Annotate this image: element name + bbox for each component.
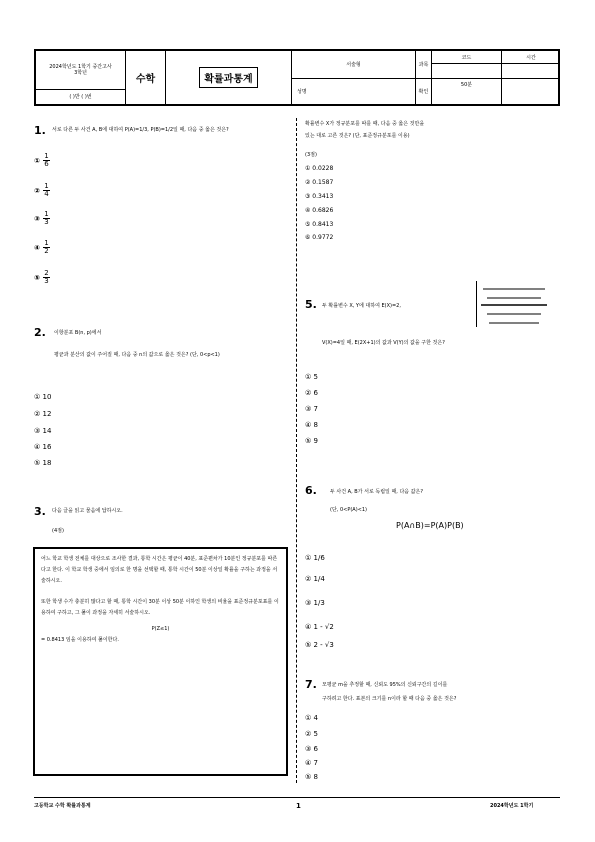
question-4-text-2: 있는 대로 고른 것은? (단, 표준정규분포를 이용)	[305, 133, 410, 139]
subject-label-cell	[126, 51, 166, 104]
question-6-text-1: 두 사건 A, B가 서로 독립일 때, 다음 값은?	[330, 489, 424, 495]
question-3-number: 3.	[34, 505, 46, 518]
col-a-cell	[416, 51, 432, 78]
question-7-text-2: 구하려고 한다. 표본의 크기를 n이라 할 때 다음 중 옳은 것은?	[322, 696, 457, 702]
col-b-cell	[432, 51, 502, 63]
question-4-text-3: (3점)	[305, 152, 317, 158]
question-5-text-2: V(X)=4일 때, E(2X+1)의 값과 V(Y)의 값을 구한 것은?	[322, 340, 445, 346]
q2-option-3[interactable]: ③ 14	[34, 427, 52, 435]
question-7-number: 7.	[305, 678, 317, 691]
school-line-3: ( )반 ( )번	[69, 94, 92, 100]
q2-option-2[interactable]: ② 12	[34, 410, 52, 418]
subject-title: 확률과통계	[199, 67, 257, 88]
question-1-number: 1.	[34, 124, 46, 137]
question-3-passage-box	[33, 547, 288, 776]
q7-option-4[interactable]: ④ 7	[305, 759, 318, 767]
col-c-cell	[502, 51, 560, 63]
school-line-1: 2024학년도 1학기 중간고사	[49, 64, 112, 70]
q5-option-3[interactable]: ③ 7	[305, 405, 318, 413]
q1-option-4[interactable]: ④ $\frac{1}{2}$	[34, 239, 49, 255]
q5-option-1[interactable]: ① 5	[305, 373, 318, 381]
q7-option-1[interactable]: ① 4	[305, 714, 318, 722]
q1-option-1[interactable]: ① $\frac{1}{6}$	[34, 152, 49, 168]
score-box	[502, 64, 560, 104]
q6-option-2[interactable]: ② 1/4	[305, 575, 325, 583]
question-6-formula: P(A∩B)=P(A)P(B)	[396, 521, 464, 530]
passage-last: = 0.8413 임을 이용하여 풀이한다.	[41, 637, 119, 643]
question-4-text-1: 확률변수 X가 정규분포를 따를 때, 다음 중 옳은 것만을	[305, 121, 425, 127]
subject-title-cell	[166, 51, 292, 104]
column-divider	[296, 118, 297, 783]
question-3-text-2: (4점)	[52, 528, 64, 534]
footer-rule	[34, 797, 560, 798]
q7-option-5[interactable]: ⑤ 8	[305, 773, 318, 781]
question-5-number: 5.	[305, 298, 317, 311]
code-value: 50분	[460, 81, 473, 88]
q1-option-5[interactable]: ⑤ $\frac{2}{3}$	[34, 269, 49, 285]
footer-right: 2024학년도 1학기	[490, 803, 534, 809]
exam-type-cell	[292, 51, 416, 78]
footer-left: 고등학교 수학 확률과통계	[34, 803, 91, 809]
q5-option-5[interactable]: ⑤ 9	[305, 437, 318, 445]
question-2-text-1: 이항분포 B(n, p)에서	[54, 330, 102, 336]
q4-option-1[interactable]: ① 0.0228	[305, 165, 334, 172]
question-1-text: 서로 다른 두 사건 A, B에 대하여 P(A)=1/3, P(B)=1/2일 때, 다음 중 옳은 것은?	[52, 127, 229, 133]
q2-option-5[interactable]: ⑤ 18	[34, 459, 52, 467]
passage-paragraph-1: 어느 학교 학생 전체를 대상으로 조사한 결과, 통학 시간은 평균이 40분, 표준편차가 10분인 정규분포를 따른다고 한다. 이 학교 학생 중에서 임의로 한 명을 선택할 때, 통학 시간이 50분 이상일 확률을 구하는 과정을 서술하시오.	[41, 556, 278, 584]
question-6-text-2: (단, 0<P(A)<1)	[330, 507, 367, 513]
school-line-2: 3학년	[74, 70, 87, 76]
q5-option-2[interactable]: ② 6	[305, 389, 318, 397]
col-b: 코드	[461, 54, 472, 61]
q7-option-3[interactable]: ③ 6	[305, 745, 318, 753]
q1-option-3[interactable]: ③ $\frac{1}{3}$	[34, 210, 49, 226]
page-number: 1	[296, 802, 301, 810]
grade-info: 성명	[297, 89, 307, 95]
q7-option-2[interactable]: ② 5	[305, 730, 318, 738]
code-value-cell	[432, 64, 502, 104]
question-6-number: 6.	[305, 484, 317, 497]
passage-paragraph-2: 또한 학생 수가 충분히 많다고 할 때, 통학 시간이 30분 이상 50분 이하인 학생의 비율을 표준정규분포표를 이용하여 구하고, 그 풀이 과정을 자세히 서술하시오.	[41, 599, 279, 616]
col-a: 과목	[418, 62, 429, 68]
question-7-text-1: 모평균 m을 추정할 때, 신뢰도 95%의 신뢰구간의 길이를	[322, 682, 448, 688]
q6-option-4[interactable]: ④ 1 - √2	[305, 623, 334, 631]
sign-label: 확인	[418, 89, 429, 95]
passage-center: P(Z≤1)	[151, 626, 170, 632]
exam-type: 서술형	[346, 62, 361, 68]
question-5-text-1: 두 확률변수 X, Y에 대하여 E(X)=2,	[322, 303, 401, 309]
col-c: 시간	[526, 54, 536, 61]
q4-option-3[interactable]: ③ 0.3413	[305, 193, 334, 200]
q1-option-2[interactable]: ② $\frac{1}{4}$	[34, 182, 49, 198]
q4-option-2[interactable]: ② 0.1587	[305, 179, 334, 186]
school-info-cell	[36, 51, 126, 89]
name-cell	[292, 79, 416, 104]
q4-option-4[interactable]: ④ 0.6826	[305, 207, 334, 214]
exam-header	[34, 49, 560, 106]
q4-option-6[interactable]: ⑥ 0.9772	[305, 234, 334, 241]
class-number-cell	[36, 90, 126, 104]
question-3-text-1: 다음 글을 읽고 물음에 답하시오.	[52, 508, 123, 514]
nested-fraction-graphic	[477, 281, 551, 327]
q6-option-5[interactable]: ⑤ 2 - √3	[305, 641, 334, 649]
question-2-number: 2.	[34, 326, 46, 339]
q6-option-3[interactable]: ③ 1/3	[305, 599, 325, 607]
q6-option-1[interactable]: ① 1/6	[305, 554, 325, 562]
question-5-formula-box	[476, 281, 551, 327]
subject-label: 수학	[135, 74, 156, 85]
q2-option-1[interactable]: ① 10	[34, 393, 52, 401]
q4-option-5[interactable]: ⑤ 0.8413	[305, 221, 334, 228]
sign-label-cell	[416, 79, 432, 104]
q5-option-4[interactable]: ④ 8	[305, 421, 318, 429]
q2-option-4[interactable]: ④ 16	[34, 443, 52, 451]
question-2-text-2: 평균과 분산의 값이 주어질 때, 다음 중 n의 값으로 옳은 것은? (단, 0<p<1)	[54, 352, 220, 358]
